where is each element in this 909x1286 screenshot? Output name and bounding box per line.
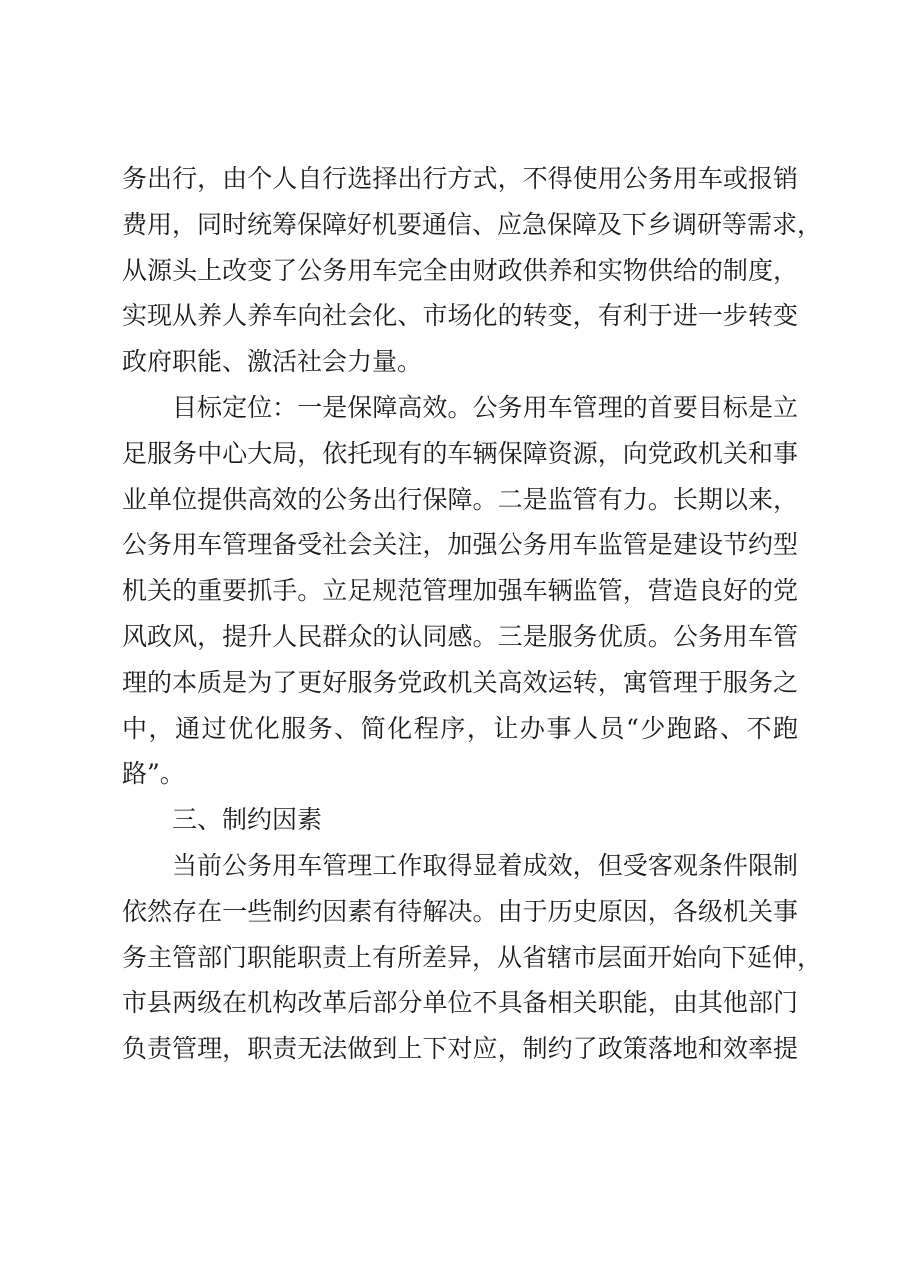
section-heading <box>122 797 798 843</box>
text-line: 路”。 <box>122 759 185 789</box>
text-line: 务出行，由个人自行选择出行方式，不得使用公务用车或报销 <box>122 164 798 193</box>
text-line: 当前公务用车管理工作取得显着成效，但受客观条件限制 <box>172 850 798 880</box>
document-page <box>122 156 823 1072</box>
text-line: 中，通过优化服务、简化程序，让办事人员“少跑路、不跑 <box>122 713 798 743</box>
text-line: 从源头上改变了公务用车完全由财政供养和实物供给的制度， <box>122 255 798 285</box>
paragraph <box>122 385 798 797</box>
text-line: 理的本质是为了更好服务党政机关高效运转，寓管理于服务之 <box>122 667 798 697</box>
text-line: 足服务中心大局，依托现有的车辆保障资源，向党政机关和事 <box>122 438 798 468</box>
text-line: 费用，同时统筹保障好机要通信、应急保障及下乡调研等需求， <box>122 209 823 239</box>
text-line: 负责管理，职责无法做到上下对应，制约了政策落地和效率提 <box>122 1034 798 1064</box>
text-line: 市县两级在机构改革后部分单位不具备相关职能，由其他部门 <box>122 988 798 1018</box>
text-line: 务主管部门职能职责上有所差异，从省辖市层面开始向下延伸， <box>122 942 823 972</box>
text-line: 目标定位：一是保障高效。公务用车管理的首要目标是立 <box>172 392 798 422</box>
heading-text: 三、制约因素 <box>172 805 323 835</box>
text-line: 业单位提供高效的公务出行保障。二是监管有力。长期以来， <box>122 484 798 514</box>
paragraph <box>122 156 823 385</box>
text-line: 机关的重要抓手。立足规范管理加强车辆监管，营造良好的党 <box>122 576 798 606</box>
text-line: 公务用车管理备受社会关注，加强公务用车监管是建设节约型 <box>122 530 798 560</box>
text-line: 实现从养人养车向社会化、市场化的转变，有利于进一步转变 <box>122 301 798 331</box>
text-line: 政府职能、激活社会力量。 <box>122 347 423 377</box>
text-line: 依然存在一些制约因素有待解决。由于历史原因，各级机关事 <box>122 896 798 926</box>
paragraph <box>122 843 823 1072</box>
text-line: 风政风，提升人民群众的认同感。三是服务优质。公务用车管 <box>122 621 798 651</box>
